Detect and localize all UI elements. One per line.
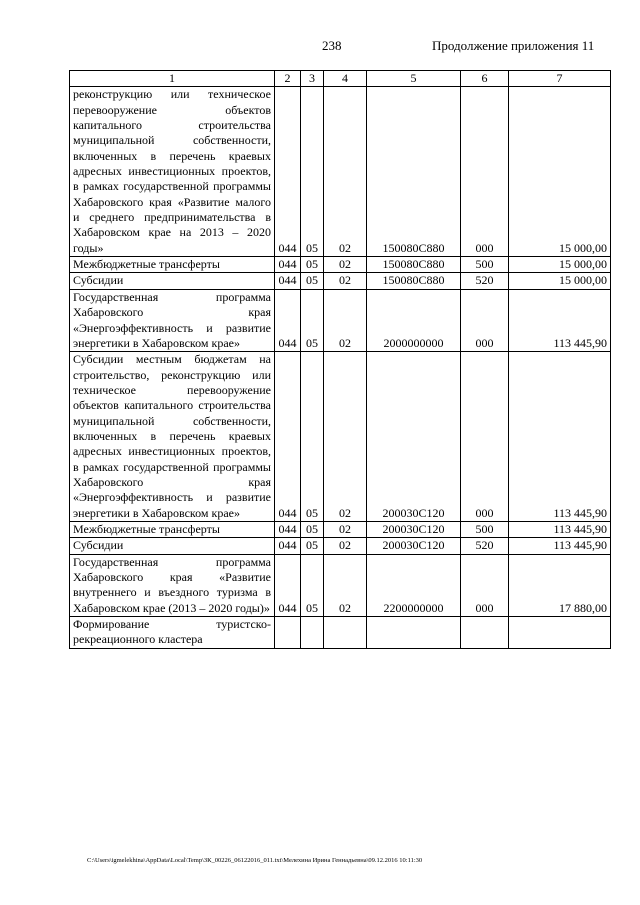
- ministry-code-cell: [275, 617, 301, 649]
- table-row: [70, 273, 611, 289]
- column-number: 1: [70, 71, 275, 87]
- ministry-code-cell: 044: [275, 289, 301, 351]
- expense-type-cell: 000: [461, 352, 509, 522]
- ministry-code-cell: 044: [275, 273, 301, 289]
- expense-type-cell: [461, 617, 509, 649]
- subsection-code-cell: 02: [324, 352, 367, 522]
- continuation-heading: Продолжение приложения 11: [432, 38, 595, 53]
- ministry-code-cell: 044: [275, 538, 301, 554]
- subsection-code-cell: 02: [324, 87, 367, 257]
- subsection-code-cell: 02: [324, 273, 367, 289]
- amount-cell: 113 445,90: [509, 289, 611, 351]
- table-row: [70, 352, 611, 522]
- subsection-code-cell: 02: [324, 257, 367, 273]
- expense-type-cell: 520: [461, 538, 509, 554]
- subsection-code-cell: [324, 617, 367, 649]
- subsection-code-cell: 02: [324, 538, 367, 554]
- row-name-cell: Государственная программа Хабаровского края «Энергоэффективность и развитие энергетики в Хабаровском крае»: [70, 289, 275, 351]
- column-number: 4: [324, 71, 367, 87]
- amount-cell: 113 445,90: [509, 538, 611, 554]
- target-article-cell: 200030С120: [367, 352, 461, 522]
- row-name-cell: Субсидии местным бюджетам на строительство, реконструкцию или техническое перевооружение объектов капитального строительства муниципальной собственности, включенных в перечень краевых адресных инвестиционных проектов, в рамках государственной программы Хабаровского края «Энергоэффективность и развитие энергетики в Хабаровском крае»: [70, 352, 275, 522]
- table-row: [70, 289, 611, 351]
- file-path-footer: C:\Users\igmelekhina\AppData\Local\Temp\ЗК_00226_06122016_011.txt\Мелехина Ирина Геннадьевна\09.12.2016 10:11:30: [87, 857, 423, 864]
- section-code-cell: 05: [301, 273, 324, 289]
- amount-cell: 17 880,00: [509, 554, 611, 616]
- row-name-cell: реконструкцию или техническое перевооружение объектов капитального строительства муниципальной собственности, включенных в перечень краевых адресных инвестиционных проектов, в рамках государственной программы Хабаровского края «Развитие малого и среднего предпринимательства в Хабаровском крае на 2013 – 2020 годы»: [70, 87, 275, 257]
- section-code-cell: 05: [301, 521, 324, 537]
- section-code-cell: 05: [301, 289, 324, 351]
- target-article-cell: 150080С880: [367, 273, 461, 289]
- section-code-cell: 05: [301, 538, 324, 554]
- target-article-cell: 200030С120: [367, 521, 461, 537]
- row-name-cell: Субсидии: [70, 273, 275, 289]
- expense-type-cell: 520: [461, 273, 509, 289]
- ministry-code-cell: 044: [275, 554, 301, 616]
- expense-type-cell: 000: [461, 554, 509, 616]
- column-number-row: [70, 71, 611, 87]
- column-number: 7: [509, 71, 611, 87]
- ministry-code-cell: 044: [275, 352, 301, 522]
- row-name-cell: Межбюджетные трансферты: [70, 521, 275, 537]
- subsection-code-cell: 02: [324, 521, 367, 537]
- expense-type-cell: 500: [461, 521, 509, 537]
- section-code-cell: [301, 617, 324, 649]
- target-article-cell: 2000000000: [367, 289, 461, 351]
- target-article-cell: [367, 617, 461, 649]
- ministry-code-cell: 044: [275, 87, 301, 257]
- amount-cell: 15 000,00: [509, 273, 611, 289]
- page-number: 238: [322, 38, 342, 53]
- column-number: 5: [367, 71, 461, 87]
- section-code-cell: 05: [301, 87, 324, 257]
- amount-cell: 15 000,00: [509, 257, 611, 273]
- amount-cell: 15 000,00: [509, 87, 611, 257]
- row-name-cell: Формирование туристско-рекреационного кластера: [70, 617, 275, 649]
- amount-cell: [509, 617, 611, 649]
- expense-type-cell: 000: [461, 87, 509, 257]
- table-row: [70, 87, 611, 257]
- table-row: [70, 538, 611, 554]
- row-name-cell: Государственная программа Хабаровского края «Развитие внутреннего и въездного туризма в Хабаровском крае (2013 – 2020 годы)»: [70, 554, 275, 616]
- ministry-code-cell: 044: [275, 257, 301, 273]
- row-name-cell: Субсидии: [70, 538, 275, 554]
- column-number: 3: [301, 71, 324, 87]
- subsection-code-cell: 02: [324, 289, 367, 351]
- section-code-cell: 05: [301, 257, 324, 273]
- target-article-cell: 2200000000: [367, 554, 461, 616]
- expense-type-cell: 500: [461, 257, 509, 273]
- table-row: [70, 617, 611, 649]
- column-number: 2: [275, 71, 301, 87]
- section-code-cell: 05: [301, 352, 324, 522]
- amount-cell: 113 445,90: [509, 352, 611, 522]
- table-row: [70, 257, 611, 273]
- row-name-cell: Межбюджетные трансферты: [70, 257, 275, 273]
- budget-table: [69, 70, 611, 649]
- table-row: [70, 521, 611, 537]
- section-code-cell: 05: [301, 554, 324, 616]
- amount-cell: 113 445,90: [509, 521, 611, 537]
- target-article-cell: 200030С120: [367, 538, 461, 554]
- table-row: [70, 554, 611, 616]
- column-number: 6: [461, 71, 509, 87]
- ministry-code-cell: 044: [275, 521, 301, 537]
- expense-type-cell: 000: [461, 289, 509, 351]
- subsection-code-cell: 02: [324, 554, 367, 616]
- target-article-cell: 150080С880: [367, 87, 461, 257]
- target-article-cell: 150080С880: [367, 257, 461, 273]
